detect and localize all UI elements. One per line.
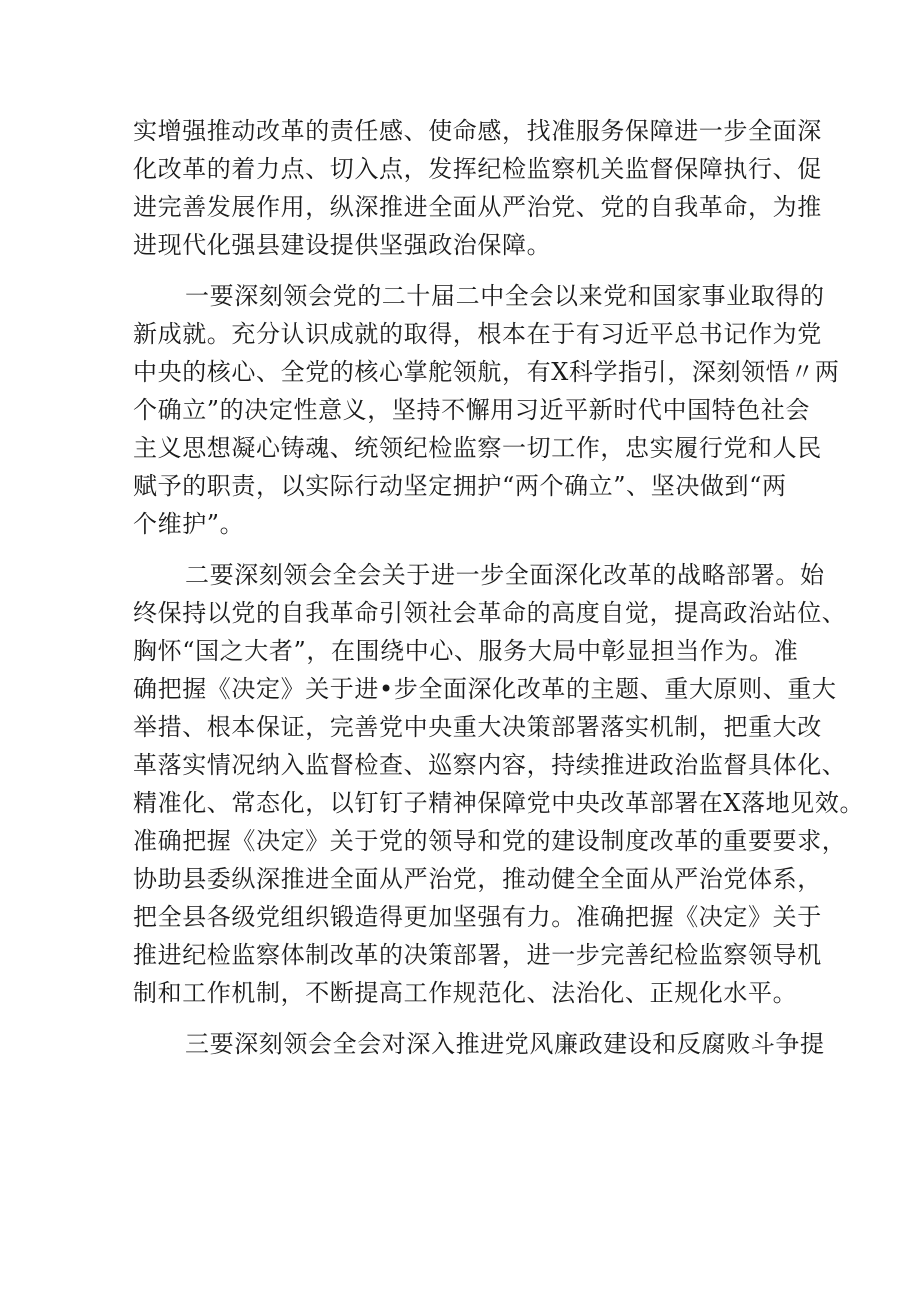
paragraph-two [133, 556, 865, 1012]
text-line: 确把握《决定》关于进•步全面深化改革的主题、重大原则、重大 [133, 675, 837, 703]
text-line: 化改革的着力点、切入点，发挥纪检监察机关监督保障执行、促 [133, 155, 822, 183]
text-line: 把全县各级党组织锻造得更加坚强有力。准确把握《决定》关于 [133, 903, 822, 931]
text-line: 革落实情况纳入监督检查、巡察内容，持续推进政治监督具体化、 [133, 751, 847, 779]
text-line: 新成就。充分认识成就的取得，根本在于有习近平总书记作为党 [133, 320, 822, 348]
text-line: 三要深刻领会全会对深入推进党风廉政建设和反腐败斗争提 [185, 1030, 825, 1058]
text-line: 精准化、常态化，以钉钉子精神保障党中央改革部署在X落地见效。 [133, 789, 865, 817]
paragraph-three [133, 1025, 825, 1063]
text-line: 实增强推动改革的责任感、使命感，找准服务保障进一步全面深 [133, 117, 822, 145]
text-line: 终保持以党的自我革命引领社会革命的高度自觉，提高政治站位、 [133, 599, 847, 627]
text-line: 制和工作机制，不断提高工作规范化、法治化、正规化水平。 [133, 979, 798, 1007]
text-line: 推进纪检监察体制改革的决策部署，进一步完善纪检监察领导机 [133, 941, 822, 969]
text-line: 中央的核心、全党的核心掌舵领航，有X科学指引，深刻领悟〃两 [133, 358, 840, 386]
paragraph-continuation [133, 112, 822, 264]
document-body [133, 112, 865, 1063]
text-line: 赋予的职责，以实际行动坚定拥护“两个确立”、坚决做到“两 [133, 472, 787, 500]
text-line: 一要深刻领会党的二十届二中全会以来党和国家事业取得的 [185, 282, 825, 310]
text-line: 协助县委纵深推进全面从严治党，推动健全全面从严治党体系， [133, 865, 822, 893]
text-line: 个维护”。 [133, 510, 245, 538]
text-line: 进完善发展作用，纵深推进全面从严治党、党的自我革命，为推 [133, 193, 822, 221]
text-line: 个确立”的决定性意义，坚持不懈用习近平新时代中国特色社会 [133, 396, 811, 424]
text-line: 主义思想凝心铸魂、统领纪检监察一切工作，忠实履行党和人民 [133, 434, 822, 462]
paragraph-one [133, 277, 840, 543]
text-line: 胸怀“国之大者”，在围绕中心、服务大局中彰显担当作为。准 [133, 637, 799, 665]
text-line: 举措、根本保证，完善党中央重大决策部署落实机制，把重大改 [133, 713, 822, 741]
text-line: 准确把握《决定》关于党的领导和党的建设制度改革的重要要求， [133, 827, 847, 855]
text-line: 二要深刻领会全会关于进一步全面深化改革的战略部署。始 [185, 561, 825, 589]
text-line: 进现代化强县建设提供坚强政治保障。 [133, 231, 552, 259]
